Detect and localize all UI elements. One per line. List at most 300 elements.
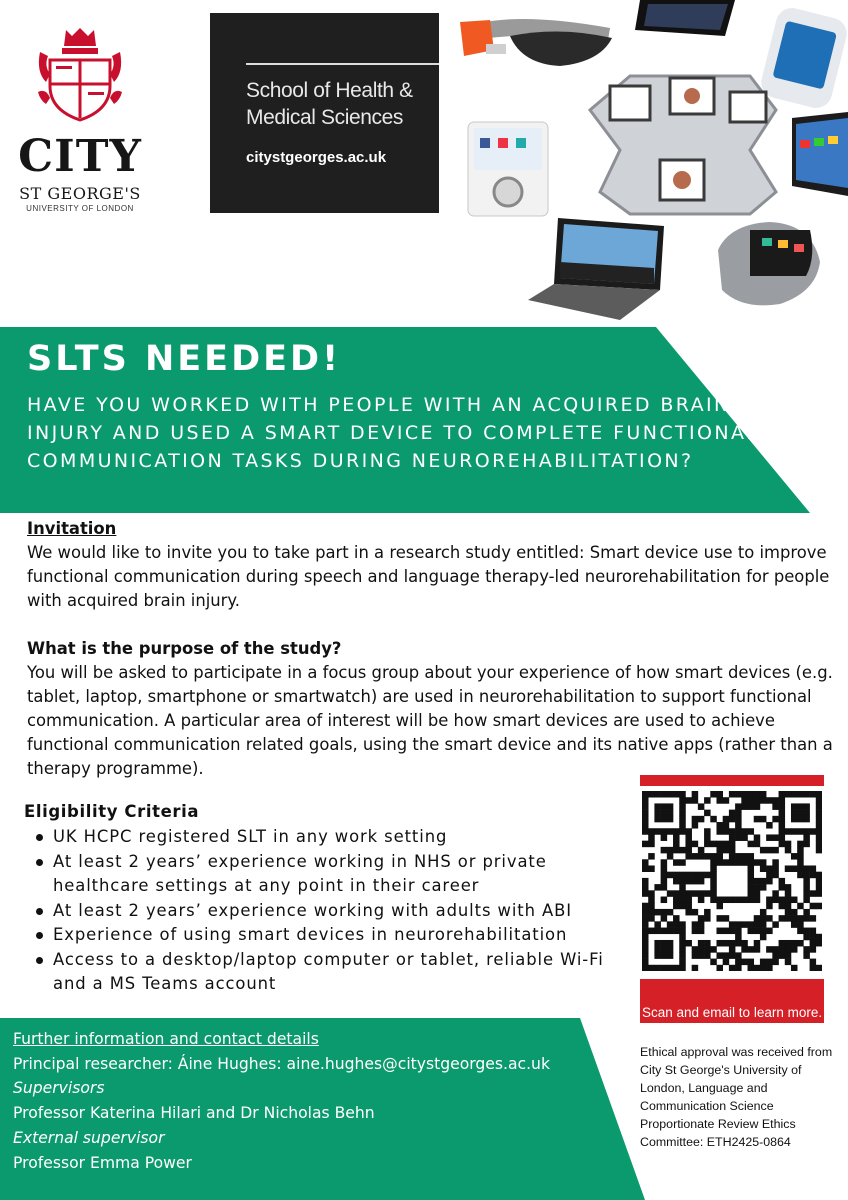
- qr-module: [791, 909, 798, 916]
- qr-module: [760, 791, 767, 798]
- qr-module: [667, 946, 674, 953]
- study-description: [27, 517, 847, 781]
- contact-details: [13, 1027, 613, 1175]
- qr-module: [754, 884, 761, 891]
- qr-module: [673, 965, 680, 971]
- eligibility-item: At least 2 years’ experience working with adults with ABI: [24, 899, 624, 924]
- qr-module: [716, 940, 723, 947]
- qr-module: [772, 816, 779, 823]
- qr-module: [816, 884, 822, 891]
- qr-module: [791, 791, 798, 798]
- qr-module: [779, 952, 786, 959]
- qr-module: [748, 878, 755, 885]
- qr-module: [760, 859, 767, 866]
- qr-module: [698, 946, 705, 953]
- qr-module: [685, 878, 692, 885]
- qr-module: [661, 872, 668, 879]
- qr-module: [716, 859, 723, 866]
- qr-module: [642, 915, 649, 922]
- qr-module: [673, 897, 680, 904]
- qr-module: [723, 928, 730, 935]
- qr-module: [797, 791, 804, 798]
- qr-module: [766, 928, 773, 935]
- qr-module: [692, 928, 699, 935]
- qr-module: [785, 841, 792, 848]
- qr-module: [642, 810, 649, 817]
- qr-module: [772, 872, 779, 879]
- qr-module: [772, 946, 779, 953]
- qr-module: [748, 897, 755, 904]
- qr-module: [692, 952, 699, 959]
- qr-module: [779, 841, 786, 848]
- qr-module: [667, 940, 674, 947]
- qr-module: [785, 903, 792, 910]
- qr-module: [748, 865, 755, 872]
- qr-module: [654, 791, 661, 798]
- eligibility-section: [24, 802, 624, 997]
- qr-module: [667, 890, 674, 897]
- qr-module: [785, 952, 792, 959]
- qr-module: [698, 940, 705, 947]
- qr-module: [797, 915, 804, 922]
- qr-module: [816, 810, 822, 817]
- qr-module: [679, 934, 686, 941]
- qr-module: [685, 853, 692, 860]
- qr-module: [748, 853, 755, 860]
- qr-module: [797, 928, 804, 935]
- qr-code[interactable]: [642, 791, 822, 971]
- qr-module: [648, 890, 655, 897]
- qr-module: [661, 859, 668, 866]
- qr-module: [785, 946, 792, 953]
- qr-module: [661, 834, 668, 841]
- qr-module: [710, 897, 717, 904]
- qr-module: [760, 884, 767, 891]
- smartphone-icon: [758, 5, 848, 112]
- qr-module: [760, 934, 767, 941]
- qr-module: [785, 897, 792, 904]
- qr-module: [754, 859, 761, 866]
- qr-module: [679, 959, 686, 966]
- qr-module: [679, 859, 686, 866]
- qr-module: [779, 803, 786, 810]
- qr-module: [797, 803, 804, 810]
- qr-module: [766, 834, 773, 841]
- qr-module: [716, 897, 723, 904]
- purpose-text: You will be asked to participate in a focus group about your experience of how smart devices (e.g. tablet, laptop, smartphone or smartwatch) are used in neurorehabilitation to support functional communication. A particular area of interest will be how smart devices are used to achieve functional communication related goals, using the smart device and its native apps (rather than a therapy programme).: [27, 663, 833, 778]
- qr-module: [698, 816, 705, 823]
- qr-module: [729, 928, 736, 935]
- qr-module: [735, 803, 742, 810]
- qr-module: [685, 834, 692, 841]
- qr-module: [785, 791, 792, 798]
- qr-module: [642, 890, 649, 897]
- qr-module: [729, 828, 736, 835]
- qr-module: [729, 834, 736, 841]
- qr-module: [710, 946, 717, 953]
- qr-module: [748, 884, 755, 891]
- qr-module: [760, 959, 767, 966]
- qr-module: [685, 847, 692, 854]
- invitation-text: We would like to invite you to take part in a research study entitled: Smart device use to improve functional communication during speech and language therapy-led neurorehabilitation for people with acquired brain injury.: [27, 543, 830, 610]
- qr-module: [704, 909, 711, 916]
- qr-module: [679, 822, 686, 829]
- qr-module: [729, 940, 736, 947]
- qr-module: [698, 878, 705, 885]
- qr-module: [735, 928, 742, 935]
- qr-module: [648, 828, 655, 835]
- qr-module: [723, 841, 730, 848]
- qr-module: [816, 822, 822, 829]
- qr-module: [729, 897, 736, 904]
- qr-module: [791, 853, 798, 860]
- qr-module: [692, 909, 699, 916]
- qr-module: [654, 909, 661, 916]
- qr-module: [692, 965, 699, 971]
- qr-module: [685, 890, 692, 897]
- qr-module: [661, 816, 668, 823]
- qr-module: [797, 921, 804, 928]
- qr-module: [673, 841, 680, 848]
- qr-module: [716, 853, 723, 860]
- qr-module: [679, 878, 686, 885]
- contact-heading: Further information and contact details: [13, 1030, 319, 1048]
- smart-glasses-icon: [460, 19, 612, 66]
- qr-module: [791, 865, 798, 872]
- qr-module: [698, 803, 705, 810]
- qr-module: [692, 791, 699, 798]
- qr-module: [816, 841, 822, 848]
- qr-module: [735, 859, 742, 866]
- qr-module: [710, 884, 717, 891]
- invitation-heading: Invitation: [27, 519, 117, 538]
- qr-module: [785, 884, 792, 891]
- qr-module: [810, 946, 817, 953]
- qr-module: [797, 859, 804, 866]
- qr-module: [710, 878, 717, 885]
- qr-module: [716, 903, 723, 910]
- qr-module: [772, 797, 779, 804]
- qr-module: [741, 853, 748, 860]
- qr-module: [754, 921, 761, 928]
- qr-module: [748, 946, 755, 953]
- qr-module: [816, 847, 822, 854]
- qr-module: [654, 940, 661, 947]
- qr-module: [735, 965, 742, 971]
- qr-module: [679, 803, 686, 810]
- qr-module: [760, 921, 767, 928]
- qr-module: [667, 965, 674, 971]
- qr-module: [729, 847, 736, 854]
- qr-module: [723, 797, 730, 804]
- qr-module: [791, 915, 798, 922]
- qr-module: [797, 841, 804, 848]
- qr-module: [803, 834, 810, 841]
- qr-module: [741, 946, 748, 953]
- qr-module: [723, 940, 730, 947]
- qr-module: [716, 915, 723, 922]
- qr-module: [816, 834, 822, 841]
- qr-module: [667, 791, 674, 798]
- qr-module: [667, 828, 674, 835]
- qr-module: [642, 791, 649, 798]
- qr-module: [704, 946, 711, 953]
- qr-module: [791, 897, 798, 904]
- qr-module: [779, 915, 786, 922]
- qr-module: [642, 797, 649, 804]
- qr-module: [803, 890, 810, 897]
- crest-icon: [36, 22, 124, 122]
- qr-module: [797, 940, 804, 947]
- qr-module: [760, 965, 767, 971]
- qr-module: [754, 946, 761, 953]
- qr-module: [648, 853, 655, 860]
- qr-module: [723, 822, 730, 829]
- qr-module: [748, 965, 755, 971]
- qr-module: [779, 834, 786, 841]
- qr-module: [661, 940, 668, 947]
- qr-module: [772, 897, 779, 904]
- qr-module: [710, 872, 717, 879]
- qr-module: [803, 841, 810, 848]
- qr-module: [648, 841, 655, 848]
- eligibility-item: At least 2 years’ experience working in NHS or private healthcare settings at any point in their career: [24, 850, 624, 899]
- qr-module: [661, 897, 668, 904]
- qr-module: [704, 890, 711, 897]
- qr-module: [648, 834, 655, 841]
- qr-module: [667, 816, 674, 823]
- qr-module: [766, 878, 773, 885]
- qr-module: [661, 965, 668, 971]
- qr-module: [754, 816, 761, 823]
- qr-module: [654, 828, 661, 835]
- qr-module: [810, 915, 817, 922]
- network-diagram-icon: [590, 76, 776, 214]
- qr-module: [791, 810, 798, 817]
- qr-module: [785, 915, 792, 922]
- qr-module: [797, 853, 804, 860]
- qr-module: [754, 915, 761, 922]
- qr-module: [779, 828, 786, 835]
- qr-module: [667, 921, 674, 928]
- qr-module: [729, 816, 736, 823]
- qr-module: [648, 903, 655, 910]
- qr-module: [679, 890, 686, 897]
- qr-module: [692, 797, 699, 804]
- qr-module: [698, 853, 705, 860]
- qr-module: [679, 921, 686, 928]
- qr-module: [685, 909, 692, 916]
- qr-module: [685, 797, 692, 804]
- qr-module: [723, 915, 730, 922]
- qr-module: [673, 928, 680, 935]
- qr-module: [642, 803, 649, 810]
- university-logo: [18, 22, 142, 212]
- qr-module: [723, 859, 730, 866]
- qr-module: [710, 791, 717, 798]
- qr-module: [716, 847, 723, 854]
- qr-module: [679, 816, 686, 823]
- qr-module: [754, 834, 761, 841]
- qr-module: [710, 890, 717, 897]
- qr-module: [735, 834, 742, 841]
- qr-module: [754, 890, 761, 897]
- qr-module: [729, 965, 736, 971]
- qr-module: [741, 959, 748, 966]
- qr-module: [692, 822, 699, 829]
- qr-module: [816, 940, 822, 947]
- qr-module: [816, 872, 822, 879]
- qr-module: [698, 847, 705, 854]
- qr-module: [810, 872, 817, 879]
- qr-module: [816, 828, 822, 835]
- qr-module: [803, 928, 810, 935]
- qr-module: [654, 884, 661, 891]
- qr-module: [810, 791, 817, 798]
- qr-module: [741, 797, 748, 804]
- principal-researcher[interactable]: Principal researcher: Áine Hughes: aine.hughes@citystgeorges.ac.uk: [13, 1054, 550, 1073]
- qr-module: [803, 791, 810, 798]
- qr-module: [779, 903, 786, 910]
- qr-module: [661, 803, 668, 810]
- qr-module: [779, 791, 786, 798]
- qr-module: [667, 909, 674, 916]
- qr-module: [685, 940, 692, 947]
- qr-module: [642, 816, 649, 823]
- qr-module: [785, 890, 792, 897]
- qr-module: [810, 940, 817, 947]
- qr-module: [692, 816, 699, 823]
- qr-module: [692, 841, 699, 848]
- qr-module: [797, 828, 804, 835]
- qr-module: [803, 946, 810, 953]
- qr-module: [698, 915, 705, 922]
- qr-module: [716, 965, 723, 971]
- qr-module: [654, 803, 661, 810]
- qr-module: [779, 884, 786, 891]
- qr-module: [642, 940, 649, 947]
- qr-module: [723, 959, 730, 966]
- qr-module: [723, 897, 730, 904]
- qr-module: [785, 865, 792, 872]
- qr-module: [648, 865, 655, 872]
- qr-module: [679, 791, 686, 798]
- external-supervisor: Professor Emma Power: [13, 1153, 192, 1172]
- qr-module: [810, 959, 817, 966]
- qr-module: [654, 921, 661, 928]
- qr-module: [785, 847, 792, 854]
- qr-module: [735, 940, 742, 947]
- qr-module: [735, 952, 742, 959]
- qr-module: [785, 940, 792, 947]
- qr-module: [779, 810, 786, 817]
- qr-module: [816, 965, 822, 971]
- ethics-statement: Ethical approval was received from City St George's University of London, Language and Communication Science Proportionate Review Ethics Committee: ETH2425-0864: [640, 1045, 833, 1149]
- qr-module: [803, 909, 810, 916]
- qr-module: [704, 834, 711, 841]
- qr-module: [679, 952, 686, 959]
- logo-stgeorges-text: ST GEORGE'S: [19, 184, 141, 203]
- qr-module: [716, 928, 723, 935]
- qr-module: [661, 946, 668, 953]
- eligibility-item: Experience of using smart devices in neurorehabilitation: [24, 923, 624, 948]
- qr-module: [654, 816, 661, 823]
- qr-module: [760, 847, 767, 854]
- qr-module: [791, 965, 798, 971]
- qr-module: [661, 915, 668, 922]
- qr-module: [803, 915, 810, 922]
- qr-module: [735, 897, 742, 904]
- qr-module: [735, 921, 742, 928]
- qr-module: [642, 828, 649, 835]
- qr-module: [710, 959, 717, 966]
- qr-module: [648, 909, 655, 916]
- qr-module: [642, 822, 649, 829]
- qr-module: [816, 903, 822, 910]
- qr-module: [698, 890, 705, 897]
- qr-module: [735, 810, 742, 817]
- qr-module: [779, 797, 786, 804]
- qr-module: [760, 928, 767, 935]
- qr-module: [766, 903, 773, 910]
- qr-module: [698, 897, 705, 904]
- qr-module: [679, 847, 686, 854]
- supervisors: Professor Katerina Hilari and Dr Nicholas Behn: [13, 1104, 375, 1123]
- qr-module: [661, 952, 668, 959]
- qr-module: [710, 816, 717, 823]
- laptop-icon: [528, 218, 664, 320]
- qr-module: [816, 791, 822, 798]
- qr-module: [723, 847, 730, 854]
- qr-module: [772, 959, 779, 966]
- qr-module: [772, 890, 779, 897]
- external-supervisor-label: External supervisor: [13, 1128, 165, 1147]
- qr-module: [816, 934, 822, 941]
- qr-module: [667, 853, 674, 860]
- eligibility-title: Eligibility Criteria: [24, 802, 200, 821]
- qr-module: [741, 803, 748, 810]
- qr-module: [729, 921, 736, 928]
- school-divider: [246, 63, 439, 65]
- qr-module: [754, 797, 761, 804]
- qr-module: [779, 946, 786, 953]
- qr-module: [766, 897, 773, 904]
- qr-module: [810, 965, 817, 971]
- qr-module: [785, 828, 792, 835]
- qr-module: [729, 859, 736, 866]
- qr-module: [642, 934, 649, 941]
- qr-module: [797, 816, 804, 823]
- qr-module: [735, 853, 742, 860]
- qr-module: [704, 952, 711, 959]
- qr-module: [803, 810, 810, 817]
- qr-module: [642, 903, 649, 910]
- qr-module: [698, 952, 705, 959]
- qr-module: [760, 909, 767, 916]
- qr-module: [673, 872, 680, 879]
- qr-module: [810, 934, 817, 941]
- qr-caption: Scan and email to learn more.: [640, 979, 824, 1023]
- qr-module: [654, 952, 661, 959]
- logo-university-text: UNIVERSITY OF LONDON: [26, 204, 134, 213]
- qr-module: [710, 859, 717, 866]
- qr-module: [760, 915, 767, 922]
- qr-module: [642, 959, 649, 966]
- qr-module: [754, 965, 761, 971]
- qr-module: [810, 828, 817, 835]
- television-icon: [792, 112, 848, 196]
- qr-module: [816, 878, 822, 885]
